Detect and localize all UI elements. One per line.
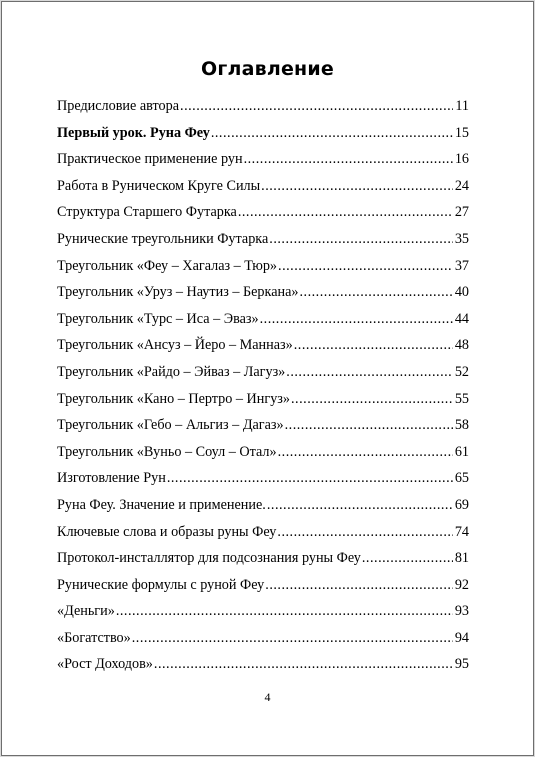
toc-entry-title: Треугольник «Феу – Хагалаз – Тюр» [57,257,278,274]
dot-leader [294,337,453,354]
toc-entry-page: 69 [454,496,469,513]
toc-entry [57,417,469,444]
toc-entry [57,524,469,551]
toc-entry-title: Рунические треугольники Футарка [57,230,269,247]
toc-entry [57,630,469,657]
document-page [1,1,534,756]
page-number: 4 [264,690,271,704]
toc-entry-page: 16 [454,151,469,168]
dot-leader [277,524,452,541]
toc-entry [57,98,469,125]
toc-entry-page: 44 [454,310,469,327]
toc-entry-page: 95 [454,656,469,673]
toc-entry [57,151,469,178]
dot-leader [278,444,453,461]
toc-entry-title: Рунические формулы с руной Феу [57,576,265,593]
toc-entry-page: 48 [454,337,469,354]
toc-entry [57,577,469,604]
toc-entry [57,391,469,418]
dot-leader [154,656,453,673]
toc-entry [57,311,469,338]
toc-entry-title: Треугольник «Уруз – Наутиз – Беркана» [57,284,299,301]
toc-entry-page: 93 [454,603,469,620]
toc-entry-title: Протокол-инсталлятор для подсознания руны Феу [57,550,361,567]
toc-entry-title: Треугольник «Райдо – Эйваз – Лагуз» [57,363,286,380]
toc-entry [57,178,469,205]
dot-leader [261,178,453,195]
toc-entry [57,125,469,152]
toc-entry-title: «Деньги» [57,603,115,620]
dot-leader [167,470,453,487]
toc-entry-page: 52 [454,363,469,380]
toc-entry-title: «Рост Доходов» [57,656,153,673]
dot-leader [285,417,453,434]
toc-entry-page: 65 [454,470,469,487]
page-title: Оглавление [201,58,334,80]
toc-entry-page: 27 [454,204,469,221]
toc-entry-title: Первый урок. Руна Феу [57,124,210,141]
toc-entry-page: 35 [454,230,469,247]
toc-entry-title: Структура Старшего Футарка [57,204,237,221]
toc-entry [57,231,469,258]
toc-entry-page: 55 [454,390,469,407]
toc-entry-page: 92 [454,576,469,593]
dot-leader [269,231,453,248]
dot-leader [238,204,453,221]
toc-entry-title: Ключевые слова и образы руны Феу [57,523,277,540]
toc-entry [57,204,469,231]
dot-leader [260,311,453,328]
toc-entry [57,258,469,285]
toc-entry [57,656,469,683]
toc-entry-page: 81 [454,550,469,567]
toc-entry [57,497,469,524]
toc-entry-page: 58 [454,417,469,434]
toc-entry [57,550,469,577]
dot-leader [132,630,453,647]
dot-leader [244,151,453,168]
toc-entry-page: 61 [454,443,469,460]
toc-entry-title: Треугольник «Кано – Пертро – Ингуз» [57,390,290,407]
toc-entry [57,444,469,471]
toc-entry-page: 40 [454,284,469,301]
toc-entry-title: Практическое применение рун [57,151,243,168]
dot-leader [265,577,453,594]
toc-entry [57,284,469,311]
toc-entry-page: 15 [454,124,469,141]
table-of-contents [57,98,469,683]
toc-entry-title: Руна Феу. Значение и применение. [57,496,266,513]
toc-entry-title: «Богатство» [57,629,131,646]
dot-leader [267,497,453,514]
toc-entry [57,470,469,497]
dot-leader [362,550,453,567]
dot-leader [286,364,453,381]
toc-entry-title: Предисловие автора [57,98,180,114]
dot-leader [211,125,453,142]
toc-entry-title: Треугольник «Вуньо – Соул – Отал» [57,443,277,460]
toc-entry-title: Изготовление Рун [57,470,166,487]
toc-entry [57,364,469,391]
dot-leader [278,258,453,275]
toc-entry [57,603,469,630]
toc-entry-page: 74 [454,523,469,540]
toc-entry [57,337,469,364]
dot-leader [299,284,452,301]
toc-entry-page: 11 [455,98,469,114]
toc-entry-title: Треугольник «Турс – Иса – Эваз» [57,310,259,327]
toc-entry-title: Треугольник «Гебо – Альгиз – Дагаз» [57,417,284,434]
dot-leader [291,391,453,408]
toc-entry-page: 37 [454,257,469,274]
dot-leader [116,603,453,620]
toc-entry-page: 94 [454,629,469,646]
toc-entry-title: Треугольник «Ансуз – Йеро – Манназ» [57,337,293,354]
toc-entry-page: 24 [454,177,469,194]
toc-entry-title: Работа в Руническом Круге Силы [57,177,261,194]
dot-leader [180,98,453,115]
